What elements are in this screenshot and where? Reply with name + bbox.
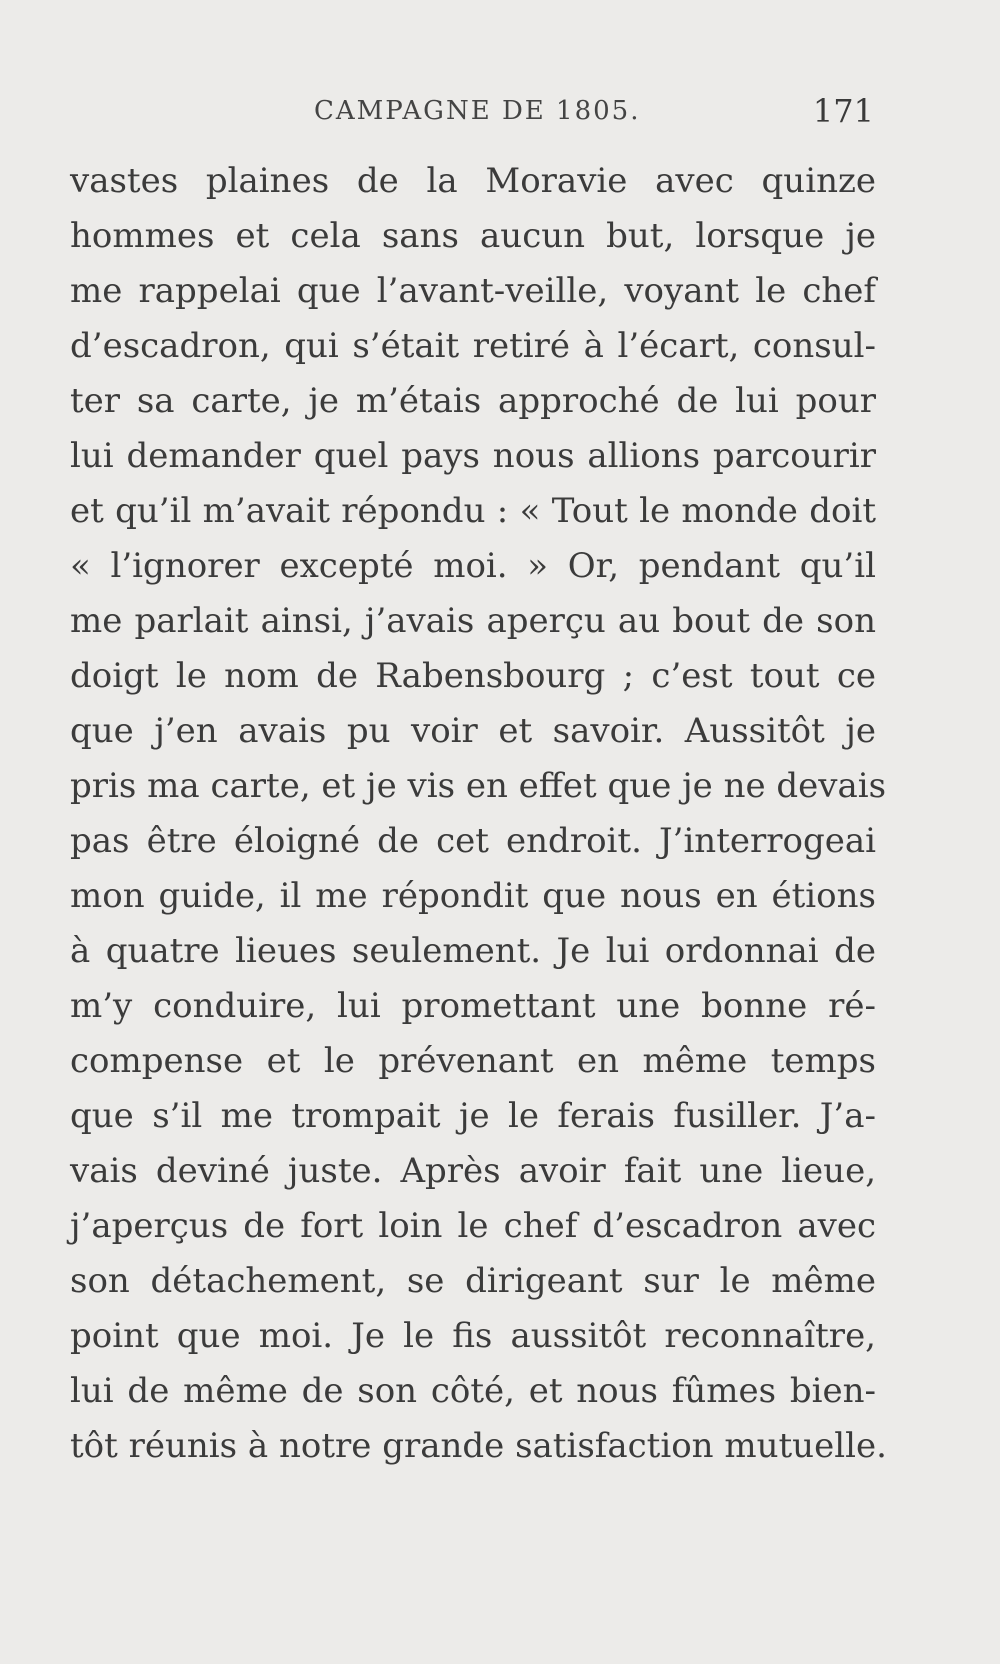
body-text <box>70 154 887 1474</box>
text-line: compense et le prévenant en même temps <box>70 1041 876 1081</box>
text-line: m’y conduire, lui promettant une bonne ré- <box>70 986 876 1026</box>
text-line: tôt réunis à notre grande satisfaction mutuelle. <box>70 1426 887 1466</box>
text-line: ter sa carte, je m’étais approché de lui pour <box>70 381 876 421</box>
text-line: pas être éloigné de cet endroit. J’interrogeai <box>70 821 876 861</box>
running-head <box>70 92 874 136</box>
text-line: me parlait ainsi, j’avais aperçu au bout de son <box>70 601 876 641</box>
text-line: à quatre lieues seulement. Je lui ordonnai de <box>70 931 876 971</box>
text-line: que j’en avais pu voir et savoir. Aussitôt je <box>70 711 876 751</box>
text-line: doigt le nom de Rabensbourg ; c’est tout ce <box>70 656 876 696</box>
text-line: me rappelai que l’avant-veille, voyant le chef <box>70 271 876 311</box>
page-number: 171 <box>812 92 874 130</box>
text-line: et qu’il m’avait répondu : « Tout le monde doit <box>70 491 876 531</box>
text-line: j’aperçus de fort loin le chef d’escadron avec <box>70 1206 876 1246</box>
text-line: point que moi. Je le fis aussitôt reconnaître, <box>70 1316 876 1356</box>
text-line: lui de même de son côté, et nous fûmes bien- <box>70 1371 876 1411</box>
text-line: d’escadron, qui s’était retiré à l’écart, consul- <box>70 326 876 366</box>
text-line: son détachement, se dirigeant sur le même <box>70 1261 876 1301</box>
text-line: lui demander quel pays nous allions parcourir <box>70 436 876 476</box>
text-line: « l’ignorer excepté moi. » Or, pendant qu’il <box>70 546 876 586</box>
text-line: mon guide, il me répondit que nous en étions <box>70 876 876 916</box>
text-line: hommes et cela sans aucun but, lorsque je <box>70 216 876 256</box>
text-line: que s’il me trompait je le ferais fusiller. J’a- <box>70 1096 876 1136</box>
running-title: CAMPAGNE DE 1805. <box>314 96 641 126</box>
text-line: vais deviné juste. Après avoir fait une lieue, <box>70 1151 876 1191</box>
text-line: pris ma carte, et je vis en effet que je ne devais <box>70 766 887 806</box>
text-line: vastes plaines de la Moravie avec quinze <box>70 161 876 201</box>
